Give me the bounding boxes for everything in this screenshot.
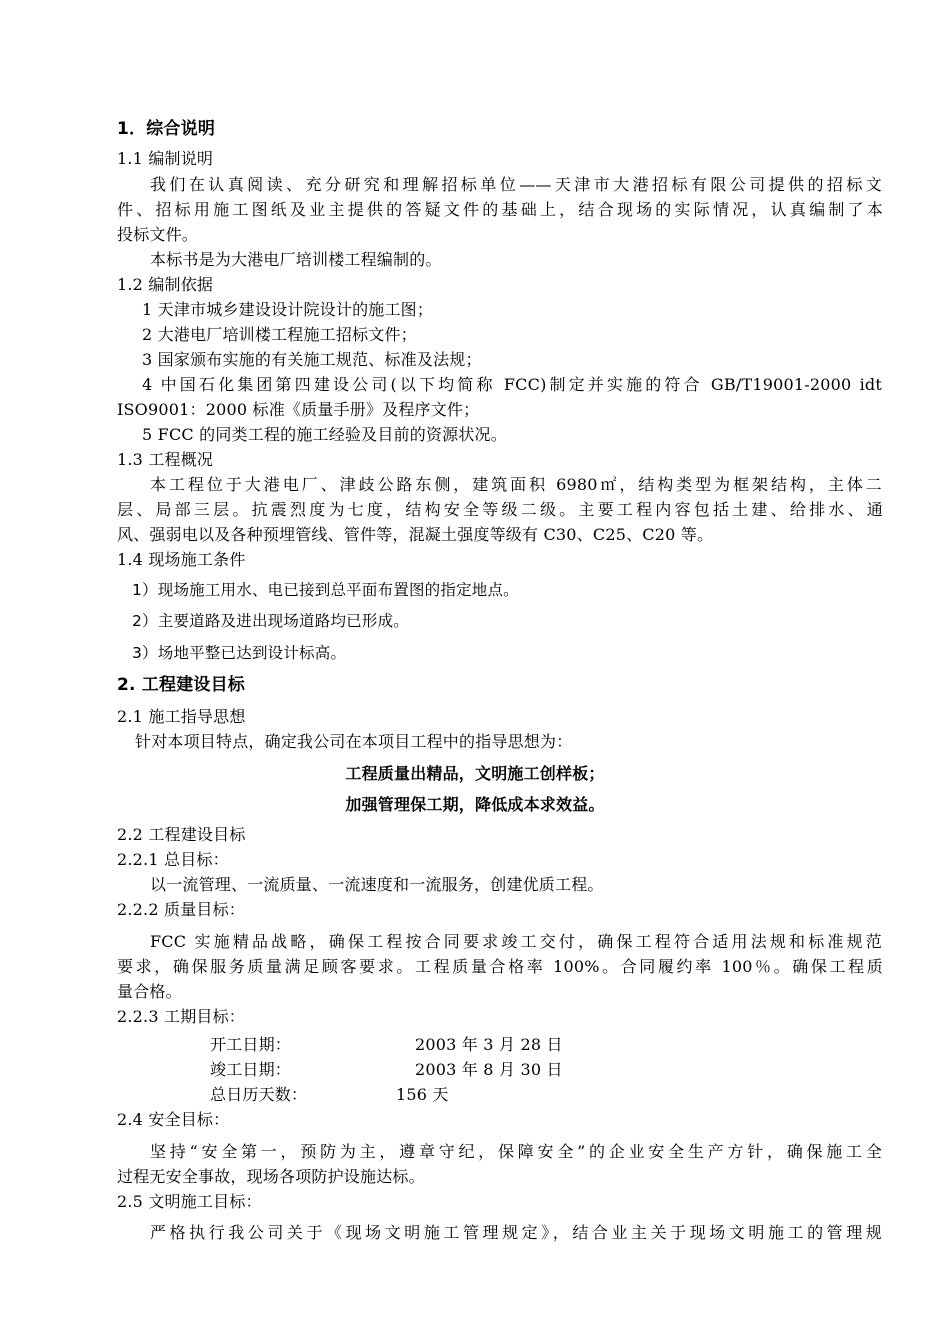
section-1-title: 1．综合说明: [117, 119, 216, 139]
list-item: 5 FCC 的同类工程的施工经验及目前的资源状况。: [142, 425, 507, 444]
paragraph-line: 要求，确保服务质量满足顾客要求。工程质量合格率 100%。合同履约率 100％。确保工程质: [117, 957, 883, 976]
list-item: 3）场地平整已达到设计标高。: [132, 644, 347, 662]
list-item: 2 大港电厂培训楼工程施工招标文件；: [142, 325, 417, 344]
section-1-2-heading: 1.2 编制依据: [117, 275, 214, 294]
list-item: 1）现场施工用水、电已接到总平面布置图的指定地点。: [132, 581, 519, 599]
schedule-label: 开工日期：: [210, 1035, 292, 1054]
schedule-value: 2003 年 3 月 28 日: [415, 1035, 563, 1054]
section-2-1-heading: 2.1 施工指导思想: [117, 707, 246, 726]
paragraph-line: 以一流管理、一流质量、一流速度和一流服务，创建优质工程。: [150, 875, 604, 894]
paragraph-line: 件、招标用施工图纸及业主提供的答疑文件的基础上，结合现场的实际情况，认真编制了本: [117, 200, 883, 219]
paragraph-line: 过程无安全事故，现场各项防护设施达标。: [117, 1167, 425, 1186]
list-item: 1 天津市城乡建设设计院设计的施工图；: [142, 300, 434, 319]
section-1-3-heading: 1.3 工程概况: [117, 450, 214, 469]
list-item-continuation: ISO9001：2000 标准《质量手册》及程序文件；: [117, 400, 480, 419]
paragraph-line: 我们在认真阅读、充分研究和理解招标单位——天津市大港招标有限公司提供的招标文: [150, 175, 882, 194]
list-item: 4 中国石化集团第四建设公司(以下均简称 FCC)制定并实施的符合 GB/T19001-2000 idt: [142, 375, 882, 394]
schedule-label: 总日历天数：: [210, 1085, 308, 1104]
motto-line-2: 加强管理保工期，降低成本求效益。: [345, 795, 605, 814]
schedule-label: 竣工日期：: [210, 1060, 292, 1079]
motto-line-1: 工程质量出精品，文明施工创样板；: [345, 764, 605, 783]
paragraph-line: 本工程位于大港电厂、津歧公路东侧，建筑面积 6980㎡，结构类型为框架结构，主体二: [150, 475, 882, 494]
paragraph-line: 量合格。: [117, 982, 182, 1001]
subsection-heading: 2.2.3 工期目标：: [117, 1007, 245, 1026]
list-item: 3 国家颁布实施的有关施工规范、标准及法规；: [142, 350, 482, 369]
paragraph-line: 坚持“安全第一，预防为主，遵章守纪，保障安全”的企业安全生产方针，确保施工全: [150, 1142, 882, 1161]
paragraph-line: FCC 实施精品战略，确保工程按合同要求竣工交付，确保工程符合适用法规和标准规范: [150, 932, 882, 951]
section-1-4-heading: 1.4 现场施工条件: [117, 550, 246, 569]
section-1-1-heading: 1.1 编制说明: [117, 149, 214, 168]
list-item: 2）主要道路及进出现场道路均已形成。: [132, 612, 409, 630]
section-2-2-heading: 2.2 工程建设目标: [117, 825, 246, 844]
subsection-heading: 2.2.2 质量目标：: [117, 900, 245, 919]
paragraph-line: 投标文件。: [117, 225, 199, 244]
section-2-5-heading: 2.5 文明施工目标：: [117, 1192, 262, 1211]
schedule-value: 2003 年 8 月 30 日: [415, 1060, 563, 1079]
section-2-title: 2. 工程建设目标: [117, 675, 246, 695]
section-2-4-heading: 2.4 安全目标：: [117, 1110, 230, 1129]
schedule-value: 156 天: [396, 1085, 449, 1104]
paragraph-line: 针对本项目特点，确定我公司在本项目工程中的指导思想为：: [135, 732, 573, 751]
paragraph-line: 风、强弱电以及各种预埋管线、管件等，混凝土强度等级有 C30、C25、C20 等。: [117, 525, 714, 544]
paragraph-line: 本标书是为大港电厂培训楼工程编制的。: [150, 250, 442, 269]
paragraph-line: 严格执行我公司关于《现场文明施工管理规定》，结合业主关于现场文明施工的管理规: [150, 1223, 882, 1242]
subsection-heading: 2.2.1 总目标：: [117, 850, 229, 869]
paragraph-line: 层、局部三层。抗震烈度为七度，结构安全等级二级。主要工程内容包括土建、给排水、通: [117, 500, 883, 519]
